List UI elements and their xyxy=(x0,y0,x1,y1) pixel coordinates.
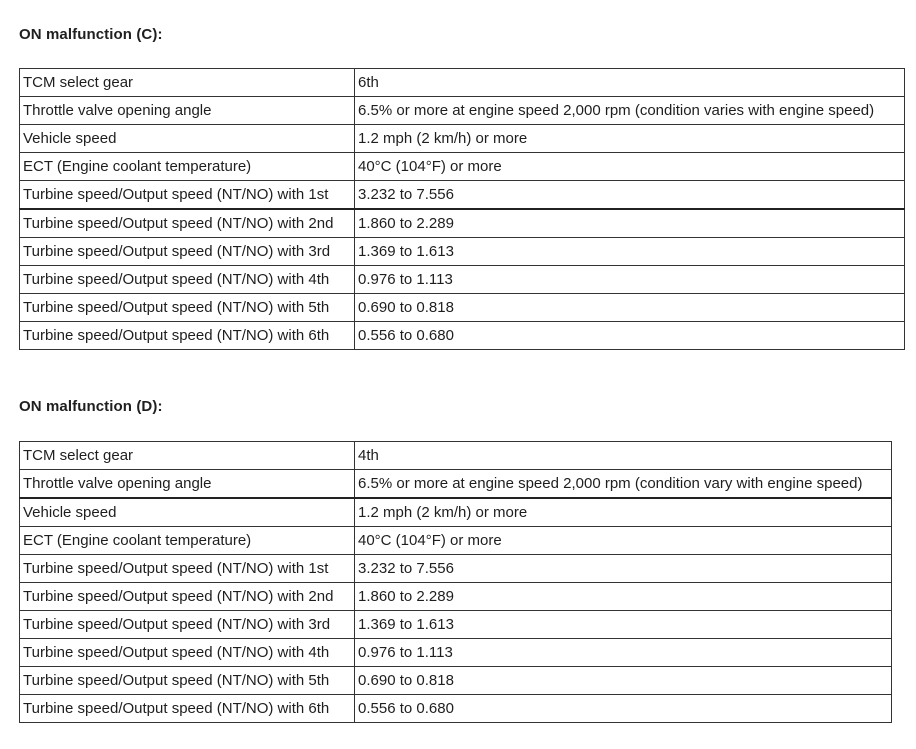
table-row xyxy=(20,69,905,97)
section-heading: ON malfunction (D): xyxy=(19,398,163,415)
condition-value: 1.369 to 1.613 xyxy=(355,611,892,639)
condition-label: Turbine speed/Output speed (NT/NO) with 1st xyxy=(20,555,355,583)
table-row xyxy=(20,555,892,583)
table-row xyxy=(20,181,905,210)
table-row xyxy=(20,470,892,499)
malfunction-d-table xyxy=(19,441,892,723)
condition-value: 1.860 to 2.289 xyxy=(355,209,905,238)
condition-label: Turbine speed/Output speed (NT/NO) with 3rd xyxy=(20,238,355,266)
condition-value: 3.232 to 7.556 xyxy=(355,555,892,583)
condition-label: TCM select gear xyxy=(20,69,355,97)
table-row xyxy=(20,639,892,667)
condition-label: Turbine speed/Output speed (NT/NO) with 1st xyxy=(20,181,355,210)
condition-value: 1.2 mph (2 km/h) or more xyxy=(355,125,905,153)
section-heading: ON malfunction (C): xyxy=(19,26,163,43)
condition-label: Throttle valve opening angle xyxy=(20,97,355,125)
condition-label: Turbine speed/Output speed (NT/NO) with 2nd xyxy=(20,209,355,238)
table-row xyxy=(20,498,892,527)
malfunction-c-table xyxy=(19,68,905,350)
condition-value: 1.2 mph (2 km/h) or more xyxy=(355,498,892,527)
table-row xyxy=(20,209,905,238)
table-row xyxy=(20,583,892,611)
condition-value: 0.976 to 1.113 xyxy=(355,266,905,294)
condition-label: Vehicle speed xyxy=(20,498,355,527)
table-row xyxy=(20,442,892,470)
condition-label: ECT (Engine coolant temperature) xyxy=(20,153,355,181)
condition-value: 6.5% or more at engine speed 2,000 rpm (condition vary with engine speed) xyxy=(355,470,892,499)
condition-value: 3.232 to 7.556 xyxy=(355,181,905,210)
condition-label: Turbine speed/Output speed (NT/NO) with 6th xyxy=(20,695,355,723)
condition-value: 40°C (104°F) or more xyxy=(355,527,892,555)
condition-label: Turbine speed/Output speed (NT/NO) with 5th xyxy=(20,667,355,695)
table-row xyxy=(20,322,905,350)
condition-label: TCM select gear xyxy=(20,442,355,470)
condition-value: 0.690 to 0.818 xyxy=(355,294,905,322)
table-row xyxy=(20,695,892,723)
condition-value: 0.976 to 1.113 xyxy=(355,639,892,667)
condition-value: 40°C (104°F) or more xyxy=(355,153,905,181)
condition-value: 6th xyxy=(355,69,905,97)
condition-value: 4th xyxy=(355,442,892,470)
condition-value: 0.556 to 0.680 xyxy=(355,322,905,350)
table-row xyxy=(20,97,905,125)
condition-label: Turbine speed/Output speed (NT/NO) with 5th xyxy=(20,294,355,322)
table-row xyxy=(20,294,905,322)
condition-label: ECT (Engine coolant temperature) xyxy=(20,527,355,555)
table-row xyxy=(20,238,905,266)
condition-label: Throttle valve opening angle xyxy=(20,470,355,499)
condition-value: 1.860 to 2.289 xyxy=(355,583,892,611)
table-row xyxy=(20,667,892,695)
condition-value: 6.5% or more at engine speed 2,000 rpm (condition varies with engine speed) xyxy=(355,97,905,125)
condition-value: 0.690 to 0.818 xyxy=(355,667,892,695)
table-row xyxy=(20,153,905,181)
condition-label: Turbine speed/Output speed (NT/NO) with 4th xyxy=(20,266,355,294)
table-row xyxy=(20,611,892,639)
condition-label: Turbine speed/Output speed (NT/NO) with 2nd xyxy=(20,583,355,611)
condition-label: Vehicle speed xyxy=(20,125,355,153)
condition-value: 0.556 to 0.680 xyxy=(355,695,892,723)
table-row xyxy=(20,125,905,153)
table-row xyxy=(20,527,892,555)
condition-value: 1.369 to 1.613 xyxy=(355,238,905,266)
condition-label: Turbine speed/Output speed (NT/NO) with 3rd xyxy=(20,611,355,639)
condition-label: Turbine speed/Output speed (NT/NO) with 4th xyxy=(20,639,355,667)
table-row xyxy=(20,266,905,294)
condition-label: Turbine speed/Output speed (NT/NO) with 6th xyxy=(20,322,355,350)
